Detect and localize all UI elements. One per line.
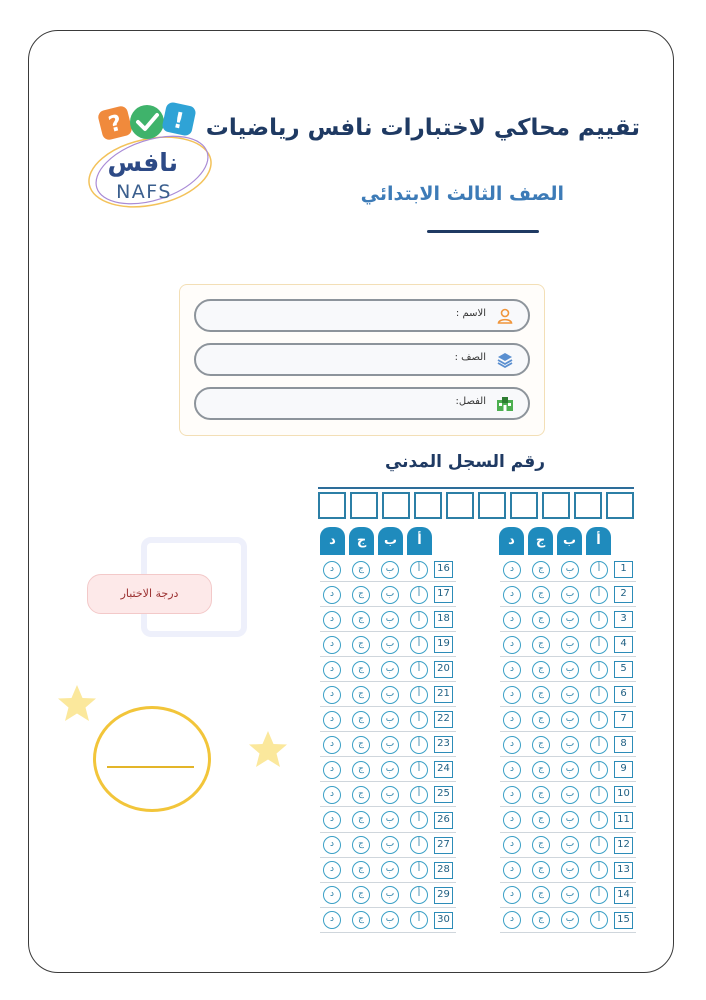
answer-bubble[interactable]: د	[323, 611, 341, 629]
row-divider	[320, 781, 456, 782]
question-number: 25	[434, 786, 453, 803]
answer-bubble[interactable]: أ	[410, 686, 428, 704]
row-divider	[320, 857, 456, 858]
answer-bubble[interactable]: ج	[532, 711, 550, 729]
answer-bubble[interactable]: د	[323, 911, 341, 929]
row-divider	[500, 656, 636, 657]
question-number: 20	[434, 661, 453, 678]
answer-bubble[interactable]: أ	[410, 761, 428, 779]
answer-bubble[interactable]: ج	[532, 686, 550, 704]
answer-bubble[interactable]: أ	[590, 711, 608, 729]
row-divider	[320, 756, 456, 757]
answer-bubble[interactable]: أ	[410, 911, 428, 929]
answer-bubble[interactable]: ج	[532, 736, 550, 754]
civil-id-boxes	[318, 492, 634, 522]
answer-bubble[interactable]: د	[503, 911, 521, 929]
question-number: 13	[614, 862, 633, 879]
answer-bubble[interactable]: أ	[410, 636, 428, 654]
answer-bubble[interactable]: أ	[410, 886, 428, 904]
answer-bubble[interactable]: ب	[381, 886, 399, 904]
answer-bubble[interactable]: ب	[561, 611, 579, 629]
answer-bubble[interactable]: ج	[352, 786, 370, 804]
answer-bubble[interactable]: ب	[561, 786, 579, 804]
page-title: تقييم محاكي لاختبارات نافس رياضيات	[205, 115, 640, 141]
answer-bubble[interactable]: ب	[561, 886, 579, 904]
row-divider	[320, 631, 456, 632]
answer-bubble[interactable]: أ	[590, 886, 608, 904]
answer-bubble[interactable]: ج	[352, 561, 370, 579]
answer-bubble[interactable]: ب	[561, 661, 579, 679]
answer-bubble[interactable]: د	[503, 611, 521, 629]
answer-bubble[interactable]: أ	[590, 561, 608, 579]
answer-bubble[interactable]: ج	[352, 736, 370, 754]
logo-english-text: NAFS	[116, 181, 172, 203]
civil-id-title: رقم السجل المدني	[384, 452, 545, 472]
answer-bubble[interactable]: أ	[410, 836, 428, 854]
answer-bubble[interactable]: ج	[532, 811, 550, 829]
choice-header-tab: د	[499, 527, 524, 555]
row-divider	[320, 656, 456, 657]
grade-field[interactable]	[194, 343, 530, 376]
civil-id-digit-box[interactable]	[510, 492, 538, 519]
answer-bubble[interactable]: د	[323, 761, 341, 779]
answer-bubble[interactable]: د	[503, 586, 521, 604]
row-divider	[320, 581, 456, 582]
answer-bubble[interactable]: ب	[381, 761, 399, 779]
answer-bubble[interactable]: ب	[561, 811, 579, 829]
answer-bubble[interactable]: د	[323, 811, 341, 829]
question-number: 30	[434, 912, 453, 929]
answer-bubble[interactable]: ج	[532, 861, 550, 879]
row-divider	[320, 932, 456, 933]
answer-bubble[interactable]: ب	[561, 636, 579, 654]
user-icon	[496, 307, 514, 325]
answer-bubble[interactable]: ج	[352, 761, 370, 779]
answer-bubble[interactable]: د	[503, 811, 521, 829]
row-divider	[500, 857, 636, 858]
answer-bubble[interactable]: د	[323, 711, 341, 729]
answer-bubble[interactable]: ج	[352, 661, 370, 679]
answer-bubble[interactable]: ب	[561, 736, 579, 754]
civil-id-digit-box[interactable]	[574, 492, 602, 519]
choice-header-tab: د	[320, 527, 345, 555]
answer-bubble[interactable]: أ	[590, 861, 608, 879]
answer-bubble[interactable]: ب	[381, 861, 399, 879]
svg-text:?: ?	[106, 110, 125, 139]
row-divider	[500, 756, 636, 757]
row-divider	[500, 606, 636, 607]
answer-bubble[interactable]: د	[503, 561, 521, 579]
answer-bubble[interactable]: ب	[561, 911, 579, 929]
answer-bubble[interactable]: ب	[561, 561, 579, 579]
answer-bubble[interactable]: أ	[590, 686, 608, 704]
answer-bubble[interactable]: أ	[410, 561, 428, 579]
row-divider	[320, 806, 456, 807]
question-number: 28	[434, 862, 453, 879]
answer-bubble[interactable]: أ	[590, 611, 608, 629]
choice-header-tab: ب	[557, 527, 582, 555]
answer-bubble[interactable]: د	[503, 661, 521, 679]
row-divider	[500, 731, 636, 732]
choice-header-tab: ج	[528, 527, 553, 555]
row-divider	[500, 706, 636, 707]
answer-bubble[interactable]: ب	[561, 711, 579, 729]
answer-bubble[interactable]: أ	[410, 661, 428, 679]
answer-bubble[interactable]: ب	[381, 611, 399, 629]
question-number: 3	[614, 611, 633, 628]
answer-bubble[interactable]: د	[503, 761, 521, 779]
name-field[interactable]	[194, 299, 530, 332]
row-divider	[500, 932, 636, 933]
answer-bubble[interactable]: أ	[590, 736, 608, 754]
row-divider	[320, 832, 456, 833]
answer-bubble[interactable]: د	[503, 636, 521, 654]
row-divider	[500, 681, 636, 682]
grade-label: الصف :	[454, 352, 486, 363]
answer-bubble[interactable]: ب	[381, 661, 399, 679]
answer-bubble[interactable]: ج	[532, 561, 550, 579]
answer-bubble[interactable]: د	[503, 686, 521, 704]
answer-bubble[interactable]: ب	[381, 586, 399, 604]
answer-bubble[interactable]: أ	[410, 811, 428, 829]
answer-bubble[interactable]: ج	[352, 811, 370, 829]
question-number: 27	[434, 837, 453, 854]
civil-id-digit-box[interactable]	[542, 492, 570, 519]
answer-bubble[interactable]: ج	[532, 911, 550, 929]
question-number: 17	[434, 586, 453, 603]
answer-bubble[interactable]: ج	[352, 711, 370, 729]
answer-bubble[interactable]: ج	[352, 911, 370, 929]
answer-bubble[interactable]: د	[323, 886, 341, 904]
question-number: 10	[614, 786, 633, 803]
question-number: 1	[614, 561, 633, 578]
school-icon	[496, 395, 514, 413]
answer-bubble[interactable]: أ	[590, 636, 608, 654]
score-label: درجة الاختبار	[87, 574, 212, 614]
answer-bubble[interactable]: د	[503, 861, 521, 879]
answer-bubble[interactable]: أ	[590, 761, 608, 779]
question-number: 12	[614, 837, 633, 854]
row-divider	[500, 781, 636, 782]
answer-bubble[interactable]: ب	[561, 686, 579, 704]
row-divider	[500, 806, 636, 807]
row-divider	[320, 731, 456, 732]
question-number: 2	[614, 586, 633, 603]
row-divider	[500, 581, 636, 582]
layers-icon	[496, 351, 514, 369]
civil-id-digit-box[interactable]	[414, 492, 442, 519]
answer-bubble[interactable]: د	[323, 736, 341, 754]
answer-bubble[interactable]: ج	[532, 636, 550, 654]
question-number: 5	[614, 661, 633, 678]
answer-bubble[interactable]: ب	[381, 836, 399, 854]
row-divider	[500, 882, 636, 883]
answer-bubble[interactable]: أ	[590, 811, 608, 829]
answer-bubble[interactable]: ب	[381, 736, 399, 754]
answer-bubble[interactable]: ج	[532, 761, 550, 779]
answer-bubble[interactable]: أ	[410, 611, 428, 629]
civil-id-top-line	[318, 487, 634, 489]
answer-bubble[interactable]: ج	[352, 886, 370, 904]
score-circle	[93, 706, 211, 812]
choice-header-tab: ب	[378, 527, 403, 555]
question-number: 11	[614, 812, 633, 829]
civil-id-digit-box[interactable]	[318, 492, 346, 519]
row-divider	[500, 907, 636, 908]
answer-bubble[interactable]: أ	[410, 711, 428, 729]
row-divider	[500, 631, 636, 632]
choice-header-tab: ج	[349, 527, 374, 555]
answer-bubble[interactable]: ج	[532, 611, 550, 629]
answer-bubble[interactable]: ج	[352, 686, 370, 704]
answer-bubble[interactable]: ب	[561, 861, 579, 879]
answer-bubble[interactable]: ج	[532, 786, 550, 804]
row-divider	[320, 706, 456, 707]
answer-bubble[interactable]: ج	[352, 861, 370, 879]
civil-id-digit-box[interactable]	[446, 492, 474, 519]
question-number: 6	[614, 686, 633, 703]
question-number: 26	[434, 812, 453, 829]
answer-bubble[interactable]: ب	[381, 636, 399, 654]
answer-bubble[interactable]: ب	[381, 686, 399, 704]
answer-bubble[interactable]: ج	[532, 661, 550, 679]
answer-bubble[interactable]: أ	[590, 911, 608, 929]
answer-bubble[interactable]: ب	[381, 811, 399, 829]
question-number: 7	[614, 711, 633, 728]
choice-header-tab: أ	[407, 527, 432, 555]
answer-bubble[interactable]: د	[323, 561, 341, 579]
question-number: 9	[614, 761, 633, 778]
answer-bubble[interactable]: ب	[561, 761, 579, 779]
row-divider	[320, 681, 456, 682]
answer-bubble[interactable]: ج	[532, 586, 550, 604]
answer-bubble[interactable]: د	[323, 661, 341, 679]
answer-bubble[interactable]: د	[323, 586, 341, 604]
answer-bubble[interactable]: د	[503, 836, 521, 854]
answer-bubble[interactable]: د	[503, 711, 521, 729]
question-number: 4	[614, 636, 633, 653]
title-underline	[427, 230, 539, 233]
answer-bubble[interactable]: ب	[381, 911, 399, 929]
answer-bubble[interactable]: د	[323, 686, 341, 704]
row-divider	[320, 882, 456, 883]
answer-bubble[interactable]: ج	[352, 586, 370, 604]
answer-bubble[interactable]: أ	[410, 586, 428, 604]
answer-bubble[interactable]: د	[323, 861, 341, 879]
answer-bubble[interactable]: ج	[352, 636, 370, 654]
answer-bubble[interactable]: ج	[532, 836, 550, 854]
logo-arabic-text: نافس	[107, 148, 178, 177]
answer-bubble[interactable]: د	[503, 886, 521, 904]
answer-bubble[interactable]: أ	[410, 786, 428, 804]
answer-bubble[interactable]: ج	[352, 836, 370, 854]
civil-id-digit-box[interactable]	[350, 492, 378, 519]
question-number: 21	[434, 686, 453, 703]
question-number: 22	[434, 711, 453, 728]
page-subtitle: الصف الثالث الابتدائي	[360, 183, 564, 205]
answer-bubble[interactable]: ب	[381, 786, 399, 804]
choice-header-tab: أ	[586, 527, 611, 555]
question-number: 23	[434, 736, 453, 753]
answer-bubble[interactable]: أ	[410, 861, 428, 879]
question-number: 15	[614, 912, 633, 929]
star-icon	[246, 729, 290, 771]
svg-text:!: !	[170, 108, 186, 135]
answer-bubble[interactable]: أ	[590, 786, 608, 804]
question-number: 16	[434, 561, 453, 578]
row-divider	[500, 832, 636, 833]
question-number: 29	[434, 887, 453, 904]
answer-bubble[interactable]: د	[323, 836, 341, 854]
answer-bubble[interactable]: أ	[590, 836, 608, 854]
civil-id-digit-box[interactable]	[478, 492, 506, 519]
answer-bubble[interactable]: أ	[590, 661, 608, 679]
answer-bubble[interactable]: ب	[561, 836, 579, 854]
question-number: 14	[614, 887, 633, 904]
star-icon	[55, 683, 99, 725]
question-number: 24	[434, 761, 453, 778]
answer-bubble[interactable]: ج	[352, 611, 370, 629]
question-number: 19	[434, 636, 453, 653]
section-label: الفصل:	[455, 396, 486, 407]
question-number: 18	[434, 611, 453, 628]
score-line[interactable]	[107, 766, 194, 768]
answer-bubble[interactable]: أ	[590, 586, 608, 604]
row-divider	[320, 606, 456, 607]
answer-bubble[interactable]: د	[323, 786, 341, 804]
name-label: الاسم :	[455, 308, 486, 319]
row-divider	[320, 907, 456, 908]
answer-bubble[interactable]: د	[503, 736, 521, 754]
civil-id-digit-box[interactable]	[382, 492, 410, 519]
section-field[interactable]	[194, 387, 530, 420]
answer-bubble[interactable]: د	[323, 636, 341, 654]
answer-bubble[interactable]: ج	[532, 886, 550, 904]
question-number: 8	[614, 736, 633, 753]
answer-bubble[interactable]: ب	[381, 711, 399, 729]
answer-bubble[interactable]: أ	[410, 736, 428, 754]
civil-id-digit-box[interactable]	[606, 492, 634, 519]
answer-bubble[interactable]: ب	[561, 586, 579, 604]
answer-bubble[interactable]: ب	[381, 561, 399, 579]
answer-bubble[interactable]: د	[503, 786, 521, 804]
